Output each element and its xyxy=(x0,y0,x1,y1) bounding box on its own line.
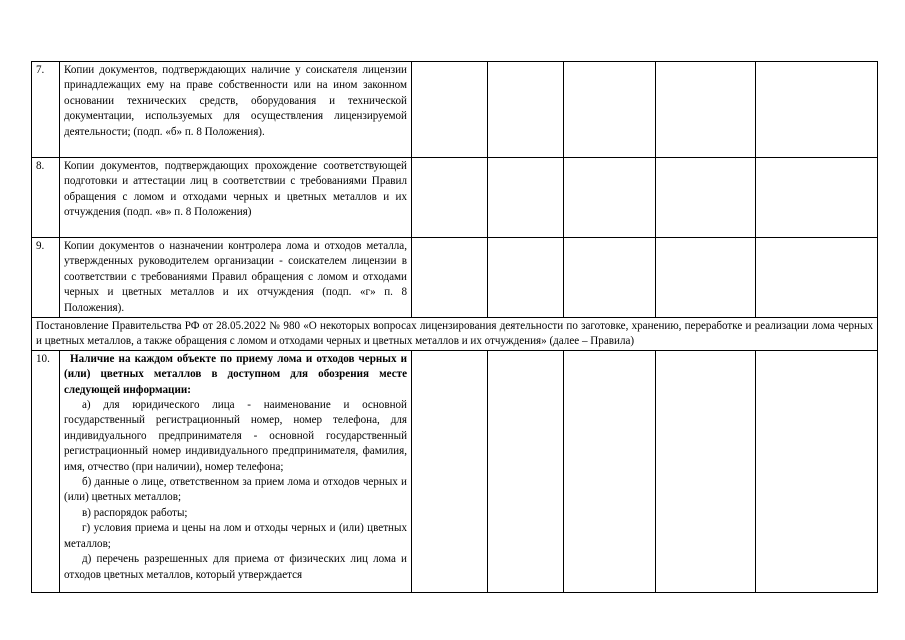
empty-cell xyxy=(756,158,878,238)
empty-cell xyxy=(412,62,488,158)
table-row xyxy=(32,158,878,238)
row-number: 7. xyxy=(32,62,60,158)
checklist-table xyxy=(31,61,878,593)
empty-cell xyxy=(412,350,488,592)
row-number: 9. xyxy=(32,238,60,318)
empty-cell xyxy=(564,238,656,318)
empty-cell xyxy=(756,350,878,592)
row-number: 8. xyxy=(32,158,60,238)
empty-cell xyxy=(756,238,878,318)
requirement-text: Копии документов о назначении контролера лома и отходов металла, утвержденных руководителем организации - соискателем лицензии в соответствии с требованиями Правил обращения с ломом и отходами черных и цветных металлов и их отчуждения (подп. «г» п. 8 Положения). xyxy=(60,238,412,318)
empty-cell xyxy=(412,238,488,318)
empty-cell xyxy=(656,158,756,238)
section-header: Постановление Правительства РФ от 28.05.2022 № 980 «О некоторых вопросах лицензирования деятельности по заготовке, хранению, переработке и реализации лома черных и цветных металлов, а также обращения с ломом и отходами черных и цветных металлов и их отчуждения» (далее – Правила) xyxy=(32,318,878,351)
empty-cell xyxy=(756,62,878,158)
empty-cell xyxy=(488,350,564,592)
empty-cell xyxy=(656,62,756,158)
row-number: 10. xyxy=(32,350,60,592)
requirement-heading: Наличие на каждом объекте по приему лома и отходов черных и (или) цветных металлов в доступном для обозрения месте следующей информации: xyxy=(64,352,407,396)
requirement-text: Копии документов, подтверждающих прохождение соответствующей подготовки и аттестации лиц в соответствии с требованиями Правил обращения с ломом и отходами черных и цветных металлов и их отчуждения (подп. «в» п. 8 Положения) xyxy=(60,158,412,238)
table-row xyxy=(32,350,878,592)
requirement-text xyxy=(60,350,412,592)
section-header-row xyxy=(32,318,878,351)
empty-cell xyxy=(564,62,656,158)
empty-cell xyxy=(564,158,656,238)
empty-cell xyxy=(488,158,564,238)
requirement-item: г) условия приема и цены на лом и отходы черных и (или) цветных металлов; xyxy=(64,522,407,550)
requirement-item: а) для юридического лица - наименование и основной государственный регистрационный номер, номер телефона, для индивидуального предпринимателя - основной государственный регистрационный номер индивидуального предпринимателя, фамилия, имя, отчество (при наличии), номер телефона; xyxy=(64,399,407,473)
requirement-item: в) распорядок работы; xyxy=(82,506,188,519)
table-row xyxy=(32,62,878,158)
empty-cell xyxy=(656,238,756,318)
requirement-item: б) данные о лице, ответственном за прием лома и отходов черных и (или) цветных металлов; xyxy=(64,476,407,504)
empty-cell xyxy=(412,158,488,238)
empty-cell xyxy=(564,350,656,592)
empty-cell xyxy=(488,238,564,318)
requirement-item: д) перечень разрешенных для приема от физических лиц лома и отходов цветных металлов, который утверждается xyxy=(64,553,407,581)
empty-cell xyxy=(488,62,564,158)
requirement-text: Копии документов, подтверждающих наличие у соискателя лицензии принадлежащих ему на праве собственности или на ином законном основании технических средств, оборудования и технической документации, используемых для осуществления лицензируемой деятельности; (подп. «б» п. 8 Положения). xyxy=(60,62,412,158)
table-row xyxy=(32,238,878,318)
empty-cell xyxy=(656,350,756,592)
